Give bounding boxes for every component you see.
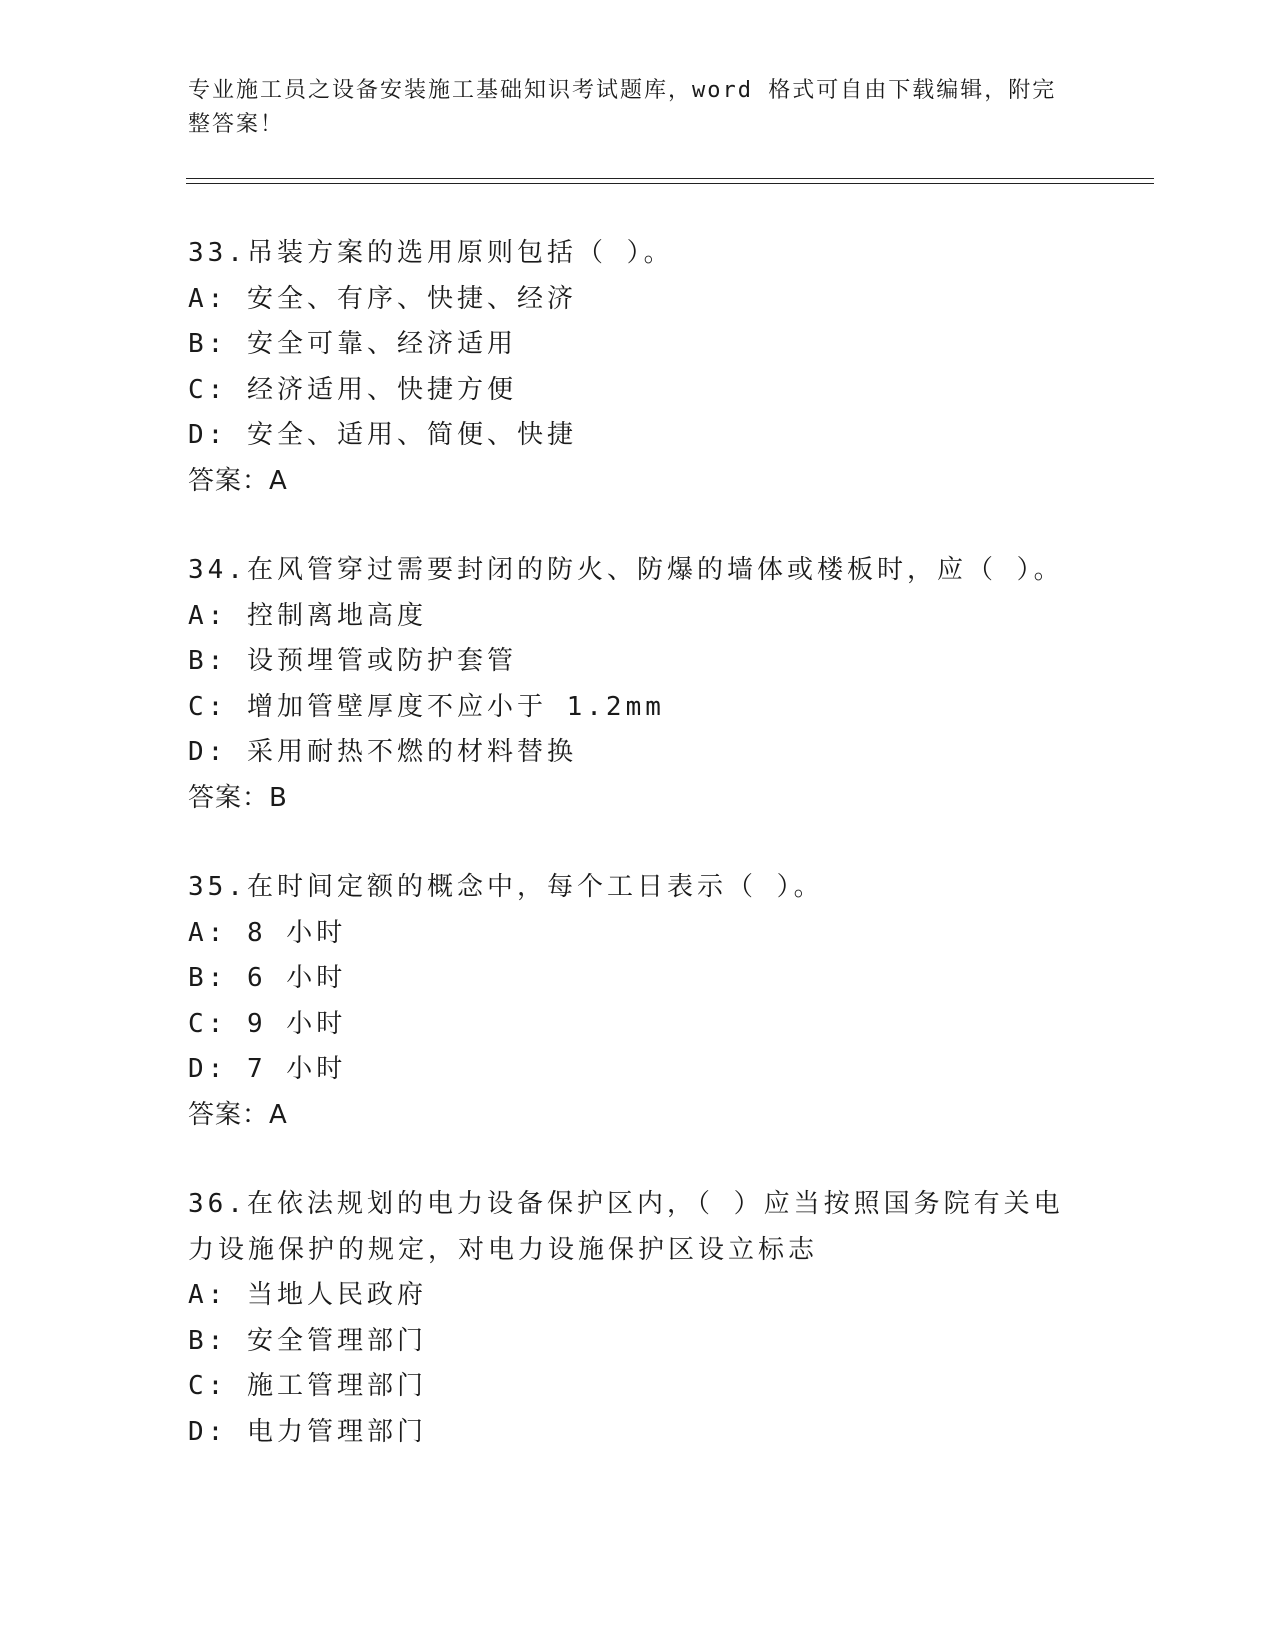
document-header: 专业施工员之设备安装施工基础知识考试题库，word 格式可自由下载编辑，附完整答案！: [188, 78, 1057, 137]
option-b: B: 设预埋管或防护套管: [188, 646, 517, 677]
option-a: A: 当地人民政府: [188, 1280, 427, 1311]
answer: 答案：A: [188, 465, 288, 496]
question-stem: 35.在时间定额的概念中，每个工日表示（ ）。: [188, 872, 824, 902]
question-stem: 36.在依法规划的电力设备保护区内，（ ）应当按照国务院有关电力设施保护的规定，对电力设施保护区设立标志: [188, 1189, 1064, 1265]
question-34: [188, 548, 1088, 822]
option-c: C: 9 小时: [188, 1008, 347, 1039]
question-35: [188, 865, 1088, 1139]
question-stem: 34.在风管穿过需要封闭的防火、防爆的墙体或楼板时，应（ ）。: [188, 555, 1064, 585]
question-stem: 33.吊装方案的选用原则包括（ ）。: [188, 238, 674, 268]
option-a: A: 8 小时: [188, 917, 347, 948]
question-33: [188, 231, 1088, 505]
question-36: [188, 1182, 1088, 1456]
option-a: A: 安全、有序、快捷、经济: [188, 283, 577, 314]
option-d: D: 7 小时: [188, 1054, 347, 1085]
option-c: C: 增加管壁厚度不应小于 1.2mm: [188, 691, 665, 722]
option-b: B: 6 小时: [188, 963, 347, 994]
answer: 答案：A: [188, 1099, 288, 1130]
option-c: C: 施工管理部门: [188, 1371, 427, 1402]
answer: 答案：B: [188, 782, 288, 813]
option-d: D: 安全、适用、简便、快捷: [188, 420, 577, 451]
option-b: B: 安全可靠、经济适用: [188, 329, 517, 360]
option-d: D: 电力管理部门: [188, 1416, 427, 1447]
option-d: D: 采用耐热不燃的材料替换: [188, 737, 577, 768]
header-divider-bottom: [186, 183, 1154, 184]
option-c: C: 经济适用、快捷方便: [188, 374, 517, 405]
header-divider-top: [186, 178, 1154, 179]
option-b: B: 安全管理部门: [188, 1325, 427, 1356]
option-a: A: 控制离地高度: [188, 600, 427, 631]
